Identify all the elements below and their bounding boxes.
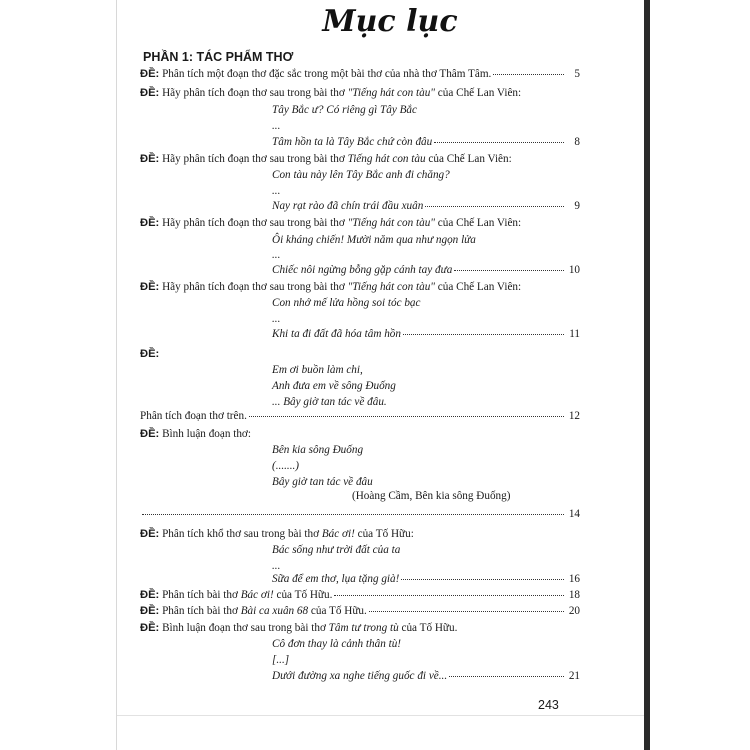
verse-line: ... Bây giờ tan tác về đâu. [272,396,387,408]
entry-text: Hãy phân tích đoạn thơ sau trong bài thơ [162,87,348,99]
toc-entry-7[interactable] [140,428,580,443]
work-title: "Tiếng hát con tàu" [347,217,435,229]
work-title: Bác ơi! [240,589,274,601]
de-label: ĐỀ: [140,348,160,360]
entry-text: của Tố Hữu: [354,528,414,540]
verse-line-last: Nay rạt rào đã chín trái đầu xuân 9 [272,200,580,212]
entry-tail: Phân tích đoạn thơ trên. 12 [140,410,580,422]
verse-line-last: Khi ta đi đất đã hóa tâm hồn 11 [272,328,580,340]
de-label: ĐỀ: [140,217,160,229]
work-title: "Tiếng hát con tàu" [347,281,435,293]
leader-dots [369,611,564,612]
de-label: ĐỀ: [140,605,160,617]
leader-dots [425,206,564,207]
toc-entry-6[interactable] [140,348,580,363]
verse-line: (.......) [272,460,300,472]
verse-line: Anh đưa em về sông Đuống [272,380,396,392]
entry-text: Hãy phân tích đoạn thơ sau trong bài thơ [162,153,348,165]
verse-line: ... [272,249,281,261]
verse-line: Con nhớ mế lửa hồng soi tóc bạc [272,297,421,309]
verse-line: Cô đơn thay là cảnh thân tù! [272,638,402,650]
entry-page: 20 [568,605,580,617]
de-label: ĐỀ: [140,153,160,165]
entry-page: 5 [574,68,580,80]
entry-text: Bình luận đoạn thơ sau trong bài thơ [162,622,329,634]
verse-source: (Hoàng Cầm, Bên kia sông Đuống) [352,490,511,502]
de-label: ĐỀ: [140,528,160,540]
leader-dots [401,579,564,580]
verse-line: Bên kia sông Đuống [272,444,364,456]
entry-page: 14 [568,508,580,520]
entry-text: Phân tích bài thơ [162,589,241,601]
leader-dots [454,270,564,271]
toc-entry-10[interactable] [140,605,580,620]
entry-text: của Chế Lan Viên: [435,281,522,293]
page-number: 243 [538,698,559,712]
toc-entry-11[interactable] [140,622,580,637]
leader-dots [403,334,564,335]
entry-text: của Tố Hữu. [398,622,458,634]
leader-dots [334,595,564,596]
verse-line: Ôi kháng chiến! Mười năm qua như ngọn lửa [272,234,476,246]
entry-page: 9 [574,200,580,212]
verse-line: [...] [272,654,290,666]
entry-page: 8 [574,136,580,148]
toc-entry-3[interactable] [140,153,580,168]
verse-line-last: Dưới đường xa nghe tiếng guốc đi về... 21 [272,670,580,682]
entry-page: 16 [568,573,580,585]
verse-line: Em ơi buồn làm chi, [272,364,363,376]
de-label: ĐỀ: [140,589,160,601]
entry-text: của Tố Hữu. [308,605,367,617]
entry-page: 18 [568,589,580,601]
entry-text: của Tố Hữu. [273,589,333,601]
verse-line-last: Sữa để em thơ, lụa tặng già! 16 [272,573,580,585]
entry-text: của Chế Lan Viên: [425,153,512,165]
entry-text: Phân tích một đoạn thơ đặc sắc trong một bài thơ của nhà thơ Thâm Tâm. [162,68,492,80]
verse-line: ... [272,185,281,197]
toc-entry-4[interactable] [140,217,580,232]
de-label: ĐỀ: [140,622,160,634]
work-title: Tiếng hát con tàu [347,153,426,165]
de-label: ĐỀ: [140,428,160,440]
leader-dots [142,514,564,515]
entry-text: Hãy phân tích đoạn thơ sau trong bài thơ [162,217,348,229]
entry-page: 10 [568,264,580,276]
entry-page: 12 [568,410,580,422]
verse-line: ... [272,560,281,572]
verse-line: ... [272,313,281,325]
toc-entry-8[interactable] [140,528,580,543]
document-page [140,0,640,750]
entry-page: 21 [568,670,580,682]
entry-text: Bình luận đoạn thơ: [162,428,251,440]
section-heading: PHẦN 1: TÁC PHẨM THƠ [143,50,294,64]
entry-text: của Chế Lan Viên: [435,87,522,99]
leader-dots [434,142,564,143]
verse-line-last: Tâm hồn ta là Tây Bắc chứ còn đâu 8 [272,136,580,148]
entry-page: 11 [569,328,580,340]
entry-text: Phân tích khổ thơ sau trong bài thơ [162,528,322,540]
toc-entry-2[interactable] [140,87,580,102]
de-label: ĐỀ: [140,87,160,99]
de-label: ĐỀ: [140,281,160,293]
toc-entry-1[interactable] [140,68,580,83]
verse-line: ... [272,120,281,132]
work-title: Bác ơi! [321,528,355,540]
entry-page-line [140,508,580,523]
work-title: "Tiếng hát con tàu" [347,87,435,99]
entry-text: của Chế Lan Viên: [435,217,522,229]
verse-line: Tây Bắc ư? Có riêng gì Tây Bắc [272,104,417,116]
leader-dots [249,416,564,417]
leader-dots [449,676,564,677]
leader-dots [493,74,564,75]
verse-line: Bác sống như trời đất của ta [272,544,401,556]
entry-text: Phân tích bài thơ [162,605,241,617]
de-label: ĐỀ: [140,68,160,80]
toc-entry-9[interactable] [140,589,580,604]
toc-entry-5[interactable] [140,281,580,296]
page-title: Mục lục [322,4,458,39]
work-title: Tâm tư trong tù [328,622,399,634]
entry-text: Hãy phân tích đoạn thơ sau trong bài thơ [162,281,348,293]
work-title: Bài ca xuân 68 [240,605,309,617]
verse-line: Bây giờ tan tác về đâu [272,476,373,488]
verse-line: Con tàu này lên Tây Bắc anh đi chăng? [272,169,450,181]
verse-line-last: Chiếc nôi ngừng bỗng gặp cánh tay đưa 10 [272,264,580,276]
